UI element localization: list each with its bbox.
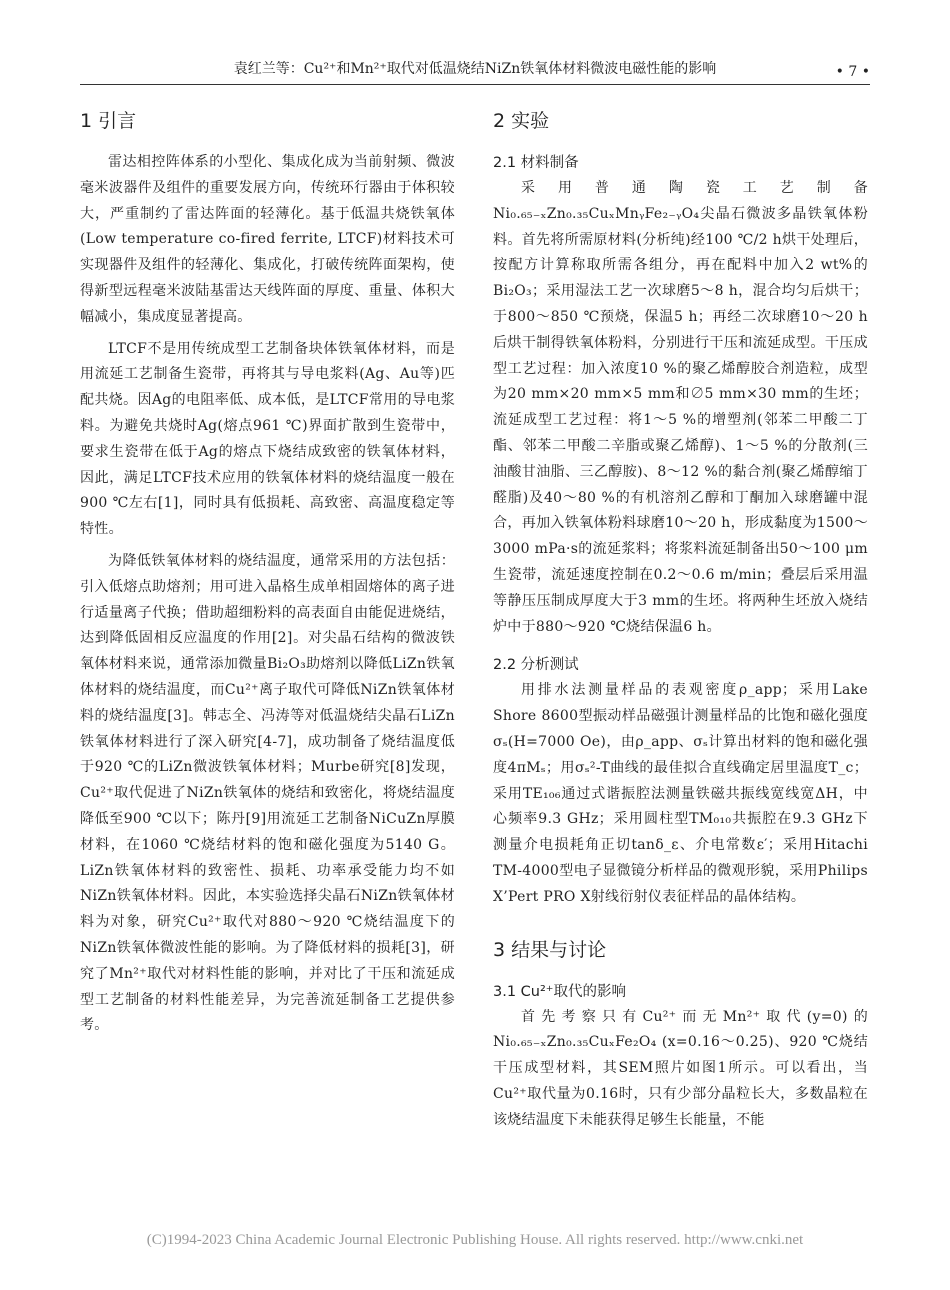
subsection-heading-cu-substitution: 3.1 Cu²⁺取代的影响 [493,983,626,1000]
page-number: • 7 • [835,64,870,80]
section-heading-introduction: 1 引言 [80,110,137,132]
section-heading-results: 3 结果与讨论 [493,938,607,961]
intro-paragraph: 为降低铁氧体材料的烧结温度，通常采用的方法包括：引入低熔点助熔剂；用可进入晶格生成单相固熔体的离子进行适量离子代换；借助超细粉料的高表面自由能促进烧结，达到降低固相反应温度的作用[2]。对尖晶石结构的微波铁氧体材料来说，通常添加微量Bi₂O₃助熔剂以降低LiZn铁氧体材料的烧结温度，而Cu²⁺离子取代可降低NiZn铁氧体材料的烧结温度[3]。韩志全、冯涛等对低温烧结尖晶石LiZn铁氧体材料进行了深入研究[4-7]，成功制备了烧结温度低于920 ℃的LiZn微波铁氧体材料；Murbe研究[8]发现，Cu²⁺取代促进了NiZn铁氧体的烧结和致密化，将烧结温度降低至900 ℃以下；陈丹[9]用流延工艺制备NiCuZn厚膜材料，在1060 ℃烧结材料的饱和磁化强度为5140 G。LiZn铁氧体材料的致密性、损耗、功率承受能力均不如NiZn铁氧体材料。因此，本实验选择尖晶石NiZn铁氧体材料为对象，研究Cu²⁺取代对880～920 ℃烧结温度下的NiZn铁氧体微波性能的影响。为了降低材料的损耗[3]，研究了Mn²⁺取代对材料性能的影响，并对比了干压和流延成型工艺制备的材料性能差异，为完善流延制备工艺提供参考。 [80,552,455,1034]
material-prep-paragraph: 采用普通陶瓷工艺制备Ni₀.₆₅₋ₓZn₀.₃₅CuₓMnᵧFe₂₋ᵧO₄尖晶石微波多晶铁氧体粉料。首先将所需原材料(分析纯)经100 ℃/2 h烘干处理后，按配方计算称取所需各组分，再在配料中加入2 wt%的Bi₂O₃；采用湿法工艺一次球磨5～8 h，混合均匀后烘干；于800～850 ℃预烧，保温5 h；再经二次球磨10～20 h后烘干制得铁氧体粉料，分别进行干压和流延成型。干压成型工艺过程：加入浓度10 %的聚乙烯醇胶合剂造粒，成型为20 mm×20 mm×5 mm和∅5 mm×30 mm的生坯；流延成型工艺过程：将1～5 %的增塑剂(邻苯二甲酸二丁酯、邻苯二甲酸二辛脂或聚乙烯醇)、1～5 %的分散剂(三油酸甘油脂、三乙醇胺)、8～12 %的黏合剂(聚乙烯醇缩丁醛脂)及40～80 %的有机溶剂乙醇和丁酮加入球磨罐中混合，再加入铁氧体粉料球磨10～20 h，形成黏度为1500～3000 mPa·s的流延浆料；将浆料流延制备出50～100 μm生瓷带，流延速度控制在0.2～0.6 m/min；叠层后采用温等静压压制成厚度大于3 mm的生坯。将两种生坯放入烧结炉中于880～920 ℃烧结保温6 h。 [493,180,868,635]
intro-paragraph: LTCF不是用传统成型工艺制备块体铁氧体材料，而是用流延工艺制备生瓷带，再将其与导电浆料(Ag、Au等)匹配共烧。因Ag的电阻率低、成本低，是LTCF常用的导电浆料。为避免共烧时Ag(熔点961 ℃)界面扩散到生瓷带中，要求生瓷带在低于Ag的熔点下烧结成致密的铁氧体材料，因此，满足LTCF技术应用的铁氧体材料的烧结温度一般在900 ℃左右[1]，同时具有低损耗、高致密、高温度稳定等特性。 [80,340,455,538]
running-header-title: 袁红兰等：Cu²⁺和Mn²⁺取代对低温烧结NiZn铁氧体材料微波电磁性能的影响 [233,61,717,77]
copyright-footer: (C)1994-2023 China Academic Journal Electronic Publishing House. All rights reserved. http://www.cnki.net [146,1232,804,1248]
right-column [493,108,868,1134]
analysis-paragraph: 用排水法测量样品的表观密度ρ_app；采用Lake Shore 8600型振动样品磁强计测量样品的比饱和磁化强度σₛ(H=7000 Oe)，由ρ_app、σₛ计算出材料的饱和磁化强度4πMₛ；用σₛ²-T曲线的最佳拟合直线确定居里温度T_c；采用TE₁₀₆通过式谐振腔法测量铁磁共振线宽线宽ΔH，中心频率9.3 GHz；采用圆柱型TM₀₁₀共振腔在9.3 GHz下测量介电损耗角正切tanδ_ε、介电常数ε′；采用Hitachi TM-4000型电子显微镜分析样品的微观形貌，采用Philips X’Pert PRO X射线衍射仪表征样品的晶体结构。 [493,682,868,905]
running-header [80,58,870,85]
left-column [80,108,455,1039]
cu-substitution-paragraph: 首先考察只有Cu²⁺而无Mn²⁺取代(y=0)的Ni₀.₆₅₋ₓZn₀.₃₅CuₓFe₂O₄ (x=0.16～0.25)、920 ℃烧结干压成型材料，其SEM照片如图1所示。可以看出，当Cu²⁺取代量为0.16时，只有少部分晶粒长大，多数晶粒在该烧结温度下未能获得足够生长能量，不能 [493,1008,868,1128]
subsection-heading-material-prep: 2.1 材料制备 [493,155,579,171]
subsection-heading-analysis: 2.2 分析测试 [493,657,579,674]
section-heading-experiment: 2 实验 [493,110,550,132]
intro-paragraph: 雷达相控阵体系的小型化、集成化成为当前射频、微波毫米波器件及组件的重要发展方向，传统环行器由于体积较大，严重制约了雷达阵面的轻薄化。基于低温共烧铁氧体(Low temperature co-fired ferrite, LTCF)材料技术可实现器件及组件的轻薄化、集成化，打破传统阵面架构，使得新型远程毫米波陆基雷达天线阵面的厚度、重量、体积大幅减小，集成度显著提高。 [80,154,455,325]
